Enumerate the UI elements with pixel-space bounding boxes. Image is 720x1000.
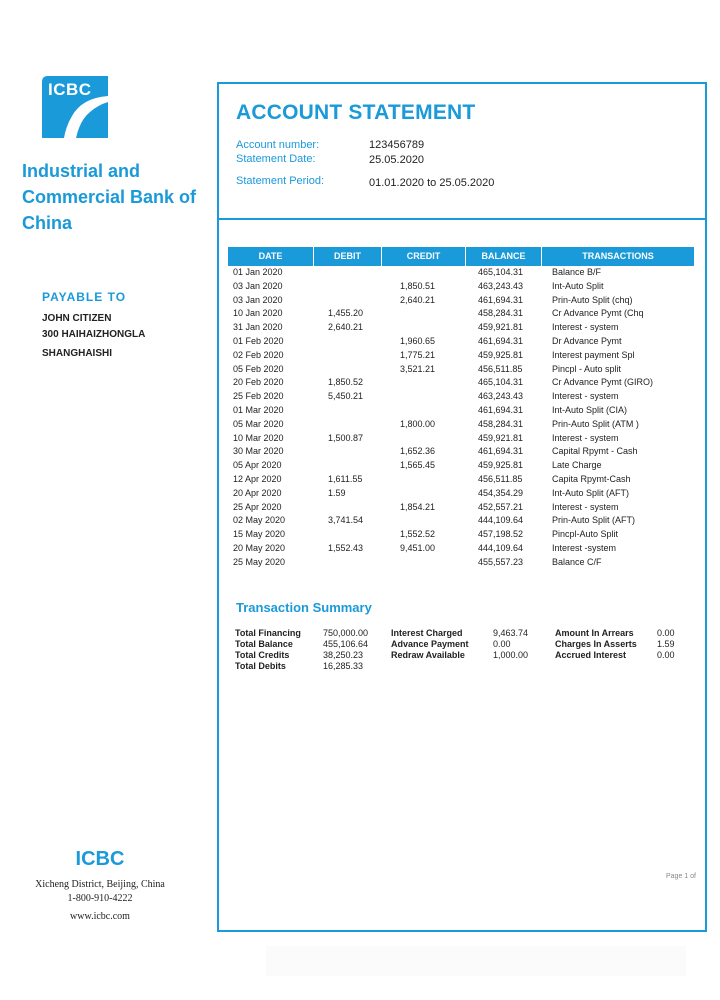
transaction-cell: Dr Advance Pymt: [552, 335, 622, 346]
debit-cell: [314, 556, 382, 570]
debit-cell: [314, 445, 382, 459]
date-cell: 02 Feb 2020: [233, 349, 284, 360]
summary-label: Total Debits: [235, 661, 286, 671]
table-row: [228, 321, 694, 335]
transaction-cell: Int-Auto Split (AFT): [552, 487, 630, 498]
balance-cell: 458,284.31: [478, 308, 524, 319]
balance-cell: 444,109.64: [478, 515, 524, 526]
footer-phone: 1-800-910-4222: [67, 893, 133, 904]
date-cell: 12 Apr 2020: [233, 473, 282, 484]
credit-cell: 1,552.52: [400, 529, 436, 540]
credit-cell: [382, 307, 466, 321]
logo-text: ICBC: [48, 80, 92, 99]
credit-cell: 1,800.00: [400, 418, 436, 429]
debit-cell: [314, 294, 382, 308]
credit-cell: [382, 432, 466, 446]
summary-title: Transaction Summary: [236, 600, 372, 615]
account-number-value: 123456789: [369, 139, 425, 151]
transaction-cell: Pincpl - Auto split: [552, 363, 622, 374]
transaction-cell: Balance B/F: [552, 267, 602, 277]
table-row: [228, 542, 694, 556]
summary-value: 0.00: [657, 650, 675, 660]
balance-cell: 458,284.31: [478, 418, 524, 429]
credit-cell: 2,640.21: [400, 294, 436, 305]
debit-cell: 1,850.52: [328, 377, 364, 388]
table-row: [228, 445, 694, 459]
column-header-date: DATE: [228, 247, 314, 266]
table-row: [228, 473, 694, 487]
summary-label: Advance Payment: [391, 639, 469, 649]
bank-name-line: Commercial Bank of: [22, 187, 197, 207]
table-row: [228, 487, 694, 501]
bank-name: [22, 158, 212, 236]
debit-cell: [314, 501, 382, 515]
debit-cell: 1,500.87: [328, 432, 364, 443]
transactions-table-body: [228, 266, 694, 570]
debit-cell: [314, 349, 382, 363]
summary-value: 9,463.74: [493, 628, 529, 638]
date-cell: 10 Mar 2020: [233, 432, 284, 443]
transaction-cell: Prin-Auto Split (chq): [552, 294, 633, 305]
summary-label: Interest Charged: [391, 628, 463, 638]
date-cell: 01 Feb 2020: [233, 335, 284, 346]
transaction-cell: Interest - system: [552, 501, 619, 512]
balance-cell: 457,198.52: [478, 529, 524, 540]
column-header-balance: BALANCE: [466, 247, 542, 266]
credit-cell: [382, 321, 466, 335]
debit-cell: 5,450.21: [328, 391, 364, 402]
page-number: Page 1 of: [666, 873, 696, 880]
date-cell: 20 Apr 2020: [233, 487, 282, 498]
balance-cell: 465,104.31: [478, 267, 524, 277]
table-row: [228, 418, 694, 432]
balance-cell: 459,921.81: [478, 432, 524, 443]
statement-date-label: Statement Date:: [236, 153, 316, 165]
credit-cell: 3,521.21: [400, 363, 436, 374]
debit-cell: [314, 280, 382, 294]
column-header-transactions: TRANSACTIONS: [582, 251, 654, 261]
credit-cell: 1,854.21: [400, 501, 436, 512]
payee-address-line: 300 HAIHAIZHONGLA: [42, 329, 146, 340]
balance-cell: 456,511.85: [478, 363, 523, 374]
balance-cell: 452,557.21: [478, 501, 524, 512]
debit-cell: 1,455.20: [328, 308, 364, 319]
table-row: [228, 335, 694, 349]
summary-value: 455,106.64: [323, 639, 369, 649]
statement-title: ACCOUNT STATEMENT: [236, 101, 476, 124]
summary-value: 16,285.33: [323, 661, 364, 671]
table-header: [228, 247, 694, 266]
credit-cell: [382, 473, 466, 487]
debit-cell: [314, 459, 382, 473]
balance-cell: 459,921.81: [478, 322, 524, 333]
table-row: [228, 266, 694, 280]
debit-cell: [314, 335, 382, 349]
credit-cell: 1,850.51: [400, 280, 436, 291]
date-cell: 02 May 2020: [233, 515, 286, 526]
credit-cell: [382, 266, 466, 280]
credit-cell: [382, 556, 466, 570]
debit-cell: [314, 404, 382, 418]
balance-cell: 463,243.43: [478, 280, 524, 291]
transaction-cell: Interest -system: [552, 542, 617, 553]
table-row: [228, 404, 694, 418]
balance-cell: 461,694.31: [478, 404, 524, 415]
debit-cell: 2,640.21: [328, 322, 364, 333]
debit-cell: [314, 363, 382, 377]
summary-value: 0.00: [493, 639, 511, 649]
credit-cell: [382, 514, 466, 528]
transaction-cell: Interest - system: [552, 432, 619, 443]
payee-name: JOHN CITIZEN: [42, 313, 112, 324]
transaction-cell: Int-Auto Split (CIA): [552, 404, 628, 415]
summary-value: 1.59: [657, 639, 675, 649]
transaction-cell: Interest payment Spl: [552, 349, 635, 360]
table-row: [228, 514, 694, 528]
date-cell: 05 Apr 2020: [233, 460, 282, 471]
balance-cell: 465,104.31: [478, 377, 524, 388]
balance-cell: 456,511.85: [478, 473, 523, 484]
table-row: [228, 280, 694, 294]
statement-period-value: 01.01.2020 to 25.05.2020: [369, 177, 495, 189]
statement-period-label: Statement Period:: [236, 175, 325, 187]
credit-cell: [382, 404, 466, 418]
transaction-cell: Interest - system: [552, 391, 619, 402]
bank-name-line: Industrial and: [22, 161, 141, 181]
summary-value: 0.00: [657, 628, 675, 638]
summary-label: Total Financing: [235, 628, 301, 638]
header-divider: [219, 218, 705, 220]
table-row: [228, 307, 694, 321]
footer-address: Xicheng District, Beijing, China: [35, 879, 165, 890]
table-row: [228, 432, 694, 446]
summary-value: 1,000.00: [493, 650, 529, 660]
transaction-cell: Balance C/F: [552, 556, 602, 567]
faded-footer-band: [266, 946, 686, 976]
balance-cell: 461,694.31: [478, 446, 524, 457]
balance-cell: 461,694.31: [478, 335, 524, 346]
bank-logo: [42, 76, 108, 138]
table-row: [228, 363, 694, 377]
date-cell: 10 Jan 2020: [233, 308, 283, 319]
credit-cell: 1,652.36: [400, 446, 436, 457]
transaction-cell: Interest - system: [552, 322, 619, 333]
balance-cell: 454,354.29: [478, 487, 524, 498]
date-cell: 30 Mar 2020: [233, 446, 284, 457]
summary-label: Charges In Asserts: [555, 639, 637, 649]
summary-value: 38,250.23: [323, 650, 364, 660]
transaction-cell: Capita Rpymt-Cash: [552, 473, 631, 484]
summary-label: Total Balance: [235, 639, 293, 649]
credit-cell: 9,451.00: [400, 542, 436, 553]
credit-cell: [382, 376, 466, 390]
date-cell: 31 Jan 2020: [233, 322, 283, 333]
transaction-cell: Cr Advance Pymt (Chq: [552, 308, 644, 319]
credit-cell: [382, 390, 466, 404]
date-cell: 25 Feb 2020: [233, 391, 284, 402]
column-header-debit: DEBIT: [314, 247, 382, 266]
date-cell: 05 Feb 2020: [233, 363, 284, 374]
payee-address-line: SHANGHAISHI: [42, 348, 113, 359]
transaction-cell: Int-Auto Split: [552, 280, 604, 291]
debit-cell: [314, 266, 382, 280]
statement-date-value: 25.05.2020: [369, 154, 425, 166]
debit-cell: [314, 528, 382, 542]
summary-label: Amount In Arrears: [555, 628, 634, 638]
footer-website: www.icbc.com: [70, 911, 130, 922]
debit-cell: [314, 418, 382, 432]
transaction-cell: Prin-Auto Split (AFT): [552, 515, 636, 526]
table-row: [228, 556, 694, 570]
bank-name-line: China: [22, 213, 73, 233]
table-row: [228, 376, 694, 390]
balance-cell: 459,925.81: [478, 349, 524, 360]
table-row: [228, 528, 694, 542]
date-cell: 01 Mar 2020: [233, 404, 284, 415]
column-header-credit: CREDIT: [382, 247, 466, 266]
table-row: [228, 390, 694, 404]
balance-cell: 463,243.43: [478, 391, 524, 402]
debit-cell: 3,741.54: [328, 515, 364, 526]
date-cell: 03 Jan 2020: [233, 294, 283, 305]
balance-cell: 459,925.81: [478, 460, 524, 471]
credit-cell: 1,960.65: [400, 335, 436, 346]
date-cell: 20 May 2020: [233, 542, 286, 553]
footer-brand: ICBC: [75, 848, 125, 870]
date-cell: 25 Apr 2020: [233, 501, 282, 512]
balance-cell: 455,557.23: [478, 556, 524, 567]
credit-cell: 1,565.45: [400, 460, 436, 471]
table-row: [228, 294, 694, 308]
payable-to-heading: PAYABLE TO: [42, 290, 127, 304]
account-number-label: Account number:: [236, 139, 320, 151]
date-cell: 03 Jan 2020: [233, 280, 283, 291]
summary-value: 750,000.00: [323, 628, 369, 638]
summary-label: Accrued Interest: [555, 650, 627, 660]
date-cell: 01 Jan 2020: [233, 267, 283, 277]
date-cell: 25 May 2020: [233, 556, 286, 567]
table-row: [228, 459, 694, 473]
balance-cell: 461,694.31: [478, 294, 524, 305]
debit-cell: 1,611.55: [328, 473, 363, 484]
transaction-cell: Prin-Auto Split (ATM ): [552, 418, 639, 429]
transaction-cell: Pincpl-Auto Split: [552, 529, 619, 540]
balance-cell: 444,109.64: [478, 542, 524, 553]
table-row: [228, 349, 694, 363]
transaction-cell: Capital Rpymt - Cash: [552, 446, 638, 457]
date-cell: 15 May 2020: [233, 529, 286, 540]
date-cell: 05 Mar 2020: [233, 418, 284, 429]
credit-cell: [382, 487, 466, 501]
credit-cell: 1,775.21: [400, 349, 436, 360]
transaction-cell: Cr Advance Pymt (GIRO): [552, 377, 654, 388]
debit-cell: 1,552.43: [328, 542, 364, 553]
transaction-cell: Late Charge: [552, 460, 602, 471]
debit-cell: 1.59: [328, 487, 346, 498]
summary-label: Total Credits: [235, 650, 290, 660]
summary-label: Redraw Available: [391, 650, 465, 660]
table-row: [228, 501, 694, 515]
date-cell: 20 Feb 2020: [233, 377, 284, 388]
